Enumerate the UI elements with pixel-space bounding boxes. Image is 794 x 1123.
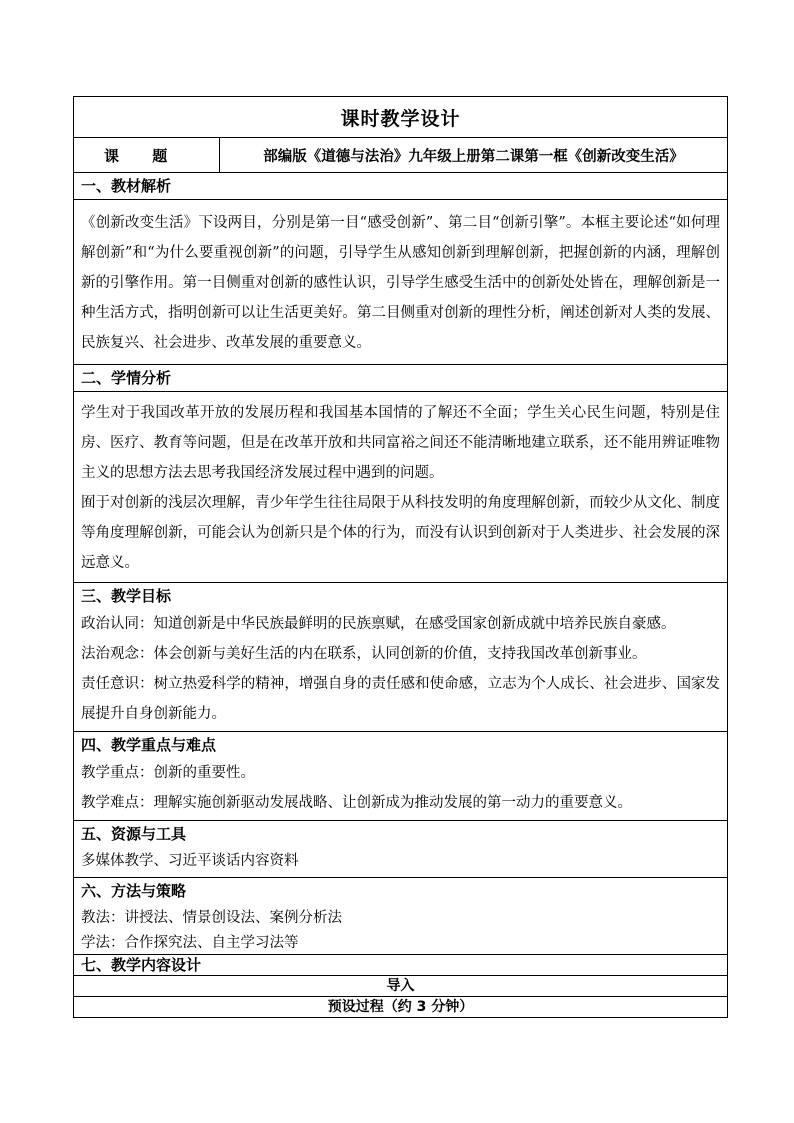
section-heading-resources: 五、资源与工具 xyxy=(81,825,187,843)
paragraph: 教学难点：理解实施创新驱动发展战略、让创新成为推动发展的第一动力的重要意义。 xyxy=(81,795,632,811)
topic-label: 课 题 xyxy=(74,138,220,173)
section-heading-key-points: 四、教学重点与难点 xyxy=(81,736,217,754)
paragraph: 囿于对创新的浅层次理解，青少年学生往往局限于从科技发明的角度理解创新，而较少从文化、制度等角度理解创新，可能会认为创新只是个体的行为，而没有认识到创新对于人类进步、社会发展的深远意义。 xyxy=(81,495,720,571)
section-objectives xyxy=(74,583,728,732)
paragraph: 学法：合作探究法、自主学习法等 xyxy=(81,935,299,951)
process-row: 预设过程（约 3 分钟） xyxy=(74,997,728,1018)
paragraph: 政治认同：知道创新是中华民族最鲜明的民族禀赋，在感受国家创新成就中培养民族自豪感。 xyxy=(81,616,676,632)
section-body-students xyxy=(74,392,728,583)
topic-value: 部编版《道德与法治》九年级上册第二课第一框《创新改变生活》 xyxy=(220,138,728,173)
section-heading-content-design: 七、教学内容设计 xyxy=(74,955,728,976)
section-heading-students: 二、学情分析 xyxy=(74,365,728,392)
section-key-points xyxy=(74,732,728,821)
paragraph: 教法：讲授法、情景创设法、案例分析法 xyxy=(81,910,342,926)
section-heading-methods: 六、方法与策略 xyxy=(81,882,187,900)
paragraph: 《创新改变生活》下设两目，分别是第一目“感受创新”、第二目“创新引擎”。本框主要论述“如何理解创新”和“为什么要重视创新”的问题，引导学生从感知创新到理解创新，把握创新的内涵，理解创新的引擎作用。第一目侧重对创新的感性认识，引导学生感受生活中的创新处处皆在，理解创新是一种生活方式，指明创新可以让生活更美好。第二目侧重对创新的理性分析，阐述创新对人类的发展、民族复兴、社会进步、改革发展的重要意义。 xyxy=(81,215,720,351)
section-heading-textbook: 一、教材解析 xyxy=(74,173,728,200)
section-methods xyxy=(74,878,728,955)
section-heading-objectives: 三、教学目标 xyxy=(81,587,172,605)
paragraph: 法治观念：体会创新与美好生活的内在联系，认同创新的价值，支持我国改革创新事业。 xyxy=(81,646,647,662)
paragraph: 教学重点：创新的重要性。 xyxy=(81,765,255,781)
section-body-textbook xyxy=(74,200,728,365)
page-title: 课时教学设计 xyxy=(74,97,728,138)
intro-row: 导入 xyxy=(74,976,728,997)
lesson-design-table xyxy=(73,96,728,1018)
paragraph: 责任意识：树立热爱科学的精神，增强自身的责任感和使命感，立志为个人成长、社会进步、国家发展提升自身创新能力。 xyxy=(81,676,720,722)
paragraph: 多媒体教学、习近平谈话内容资料 xyxy=(81,853,299,869)
paragraph: 学生对于我国改革开放的发展历程和我国基本国情的了解还不全面；学生关心民生问题，特别是住房、医疗、教育等问题，但是在改革开放和共同富裕之间还不能清晰地建立联系，还不能用辨证唯物主义的思想方法去思考我国经济发展过程中遇到的问题。 xyxy=(81,405,720,481)
section-resources xyxy=(74,821,728,878)
